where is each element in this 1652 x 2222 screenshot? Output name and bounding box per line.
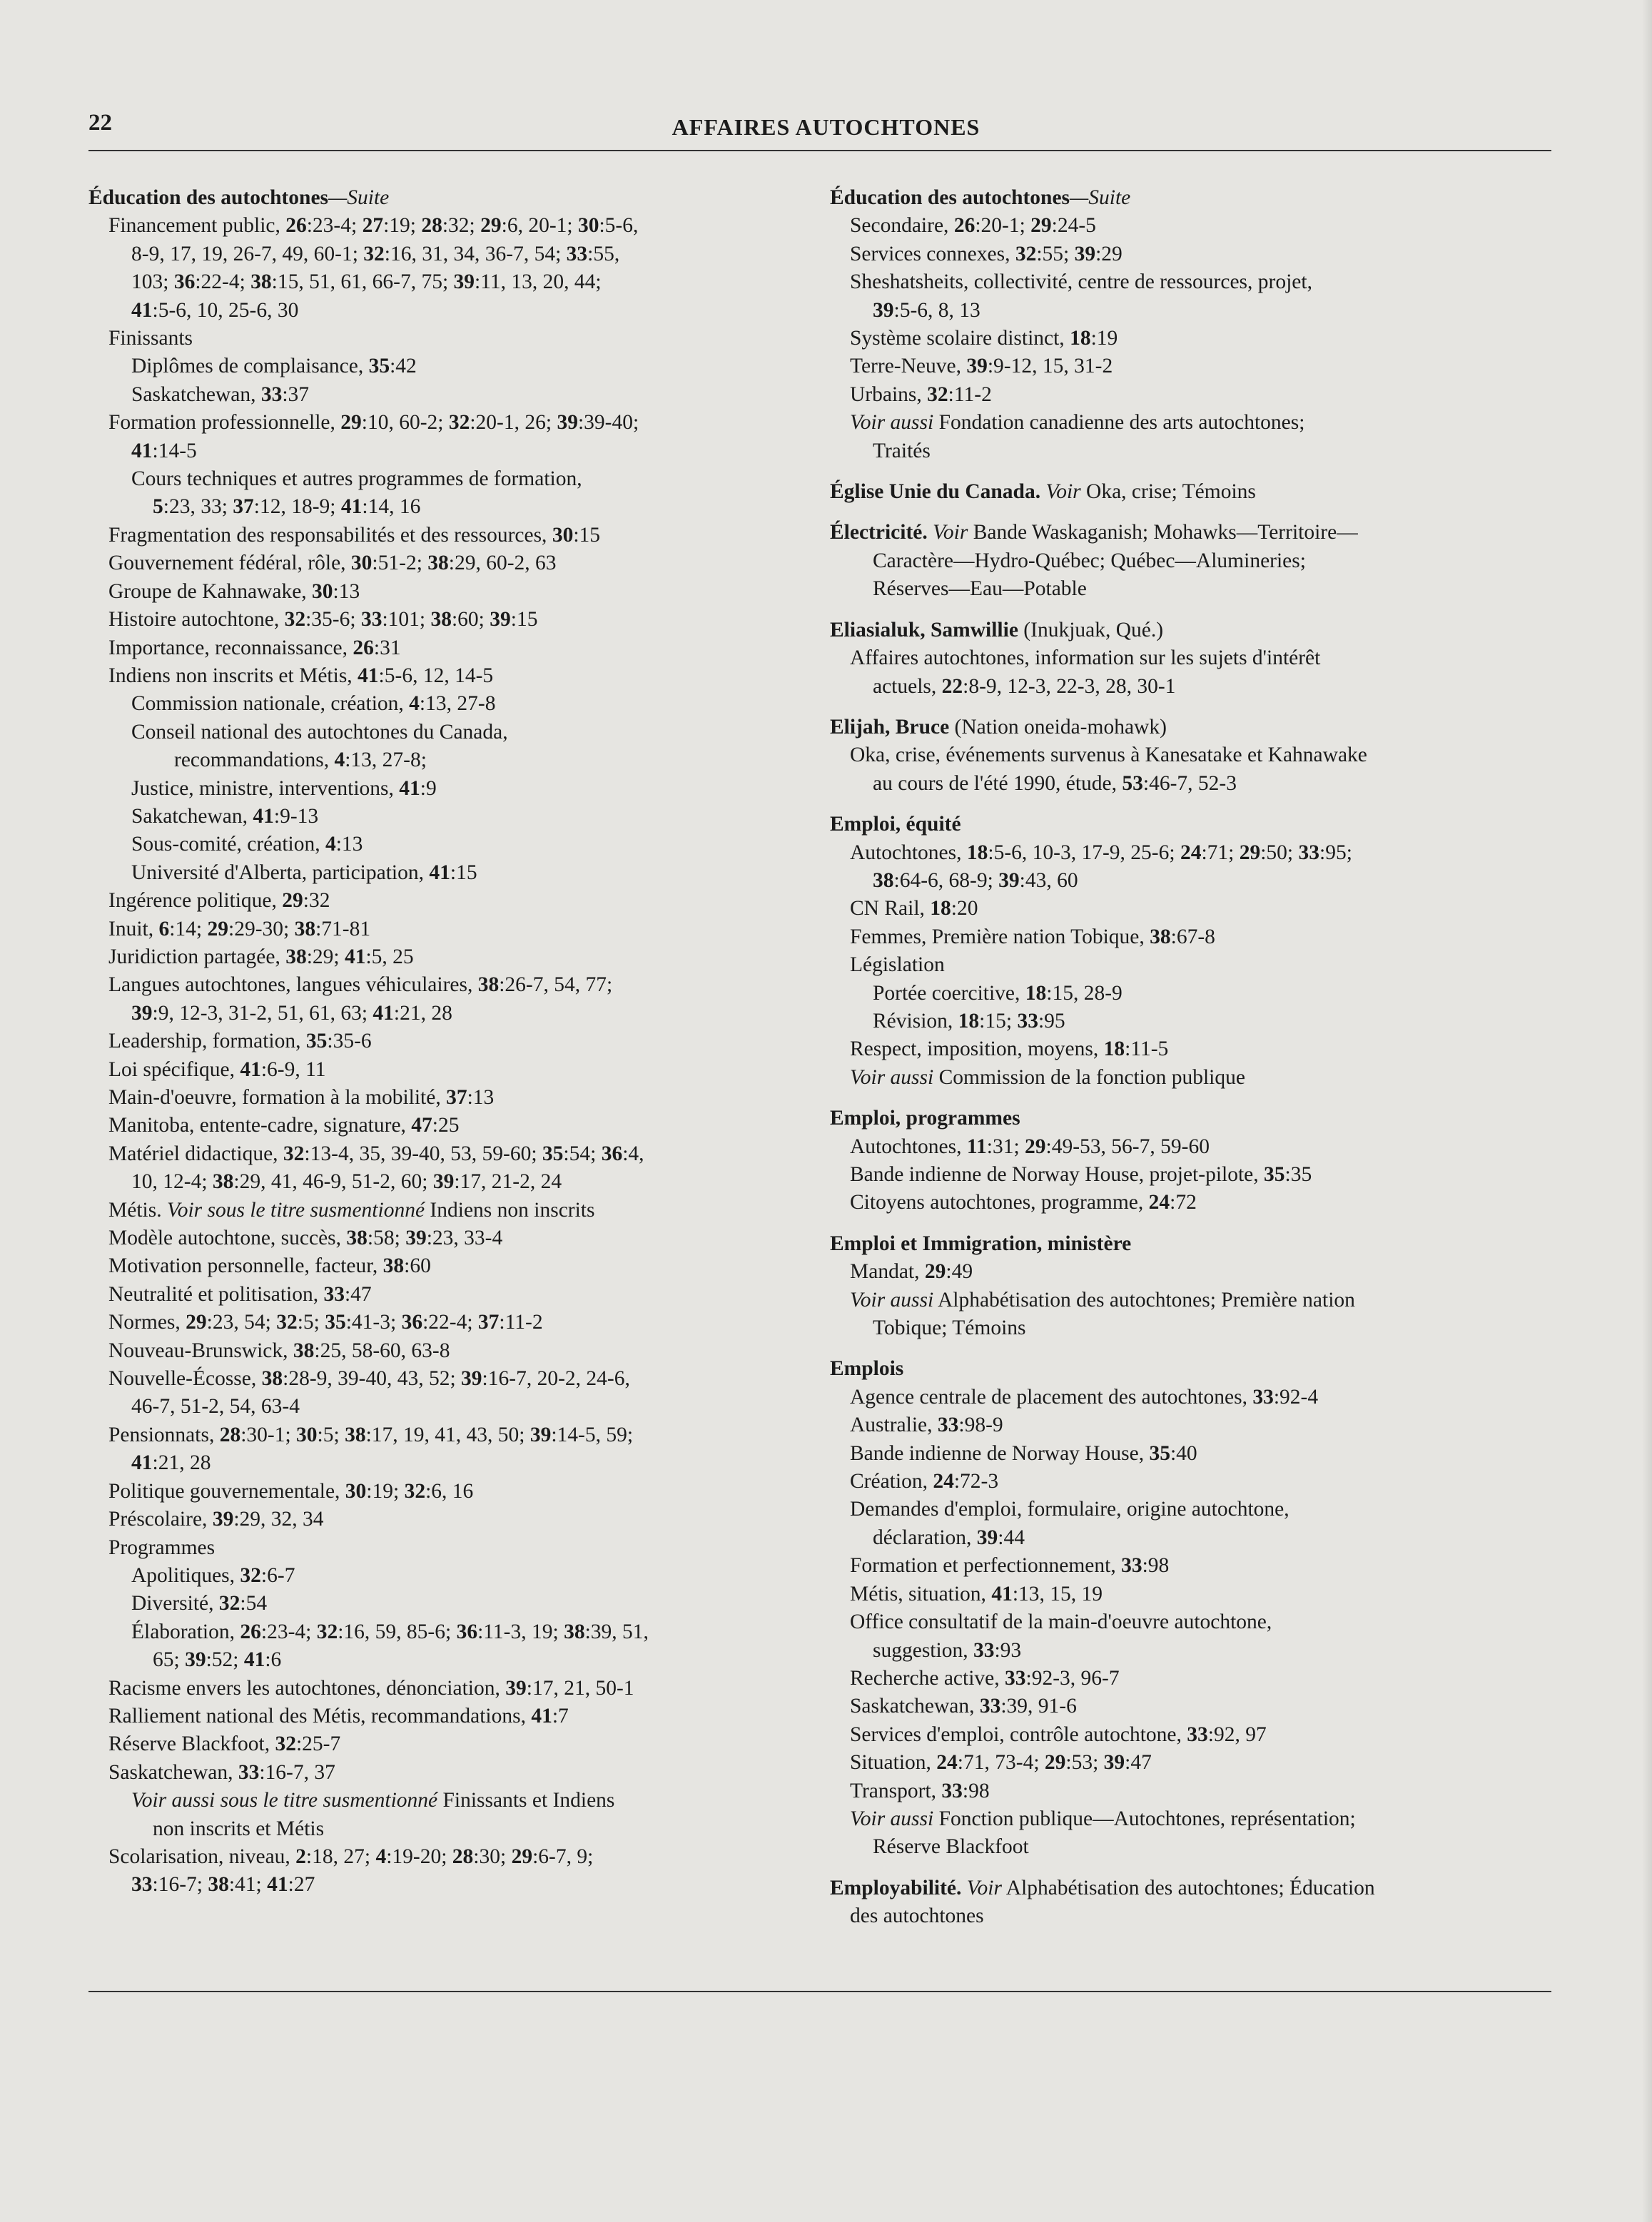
volume-number: 41 bbox=[344, 945, 366, 968]
volume-number: 29 bbox=[1044, 1751, 1066, 1775]
volume-number: 32 bbox=[1015, 242, 1037, 265]
subentry: Services connexes, 32:55; 39:29 bbox=[850, 242, 1123, 265]
subentry: Situation, 24:71, 73-4; 29:53; 39:47 bbox=[850, 1751, 1152, 1775]
subentry: Scolarisation, niveau, 2:18, 27; 4:19-20; 28:30; 29:6-7, 9; bbox=[108, 1845, 594, 1868]
volume-number: 36 bbox=[456, 1620, 478, 1643]
volume-number: 26 bbox=[353, 636, 374, 659]
volume-number: 37 bbox=[446, 1086, 467, 1109]
volume-number: 33 bbox=[973, 1638, 995, 1662]
subentry: Australie, 33:98-9 bbox=[850, 1414, 1003, 1437]
volume-number: 35 bbox=[1149, 1441, 1170, 1465]
subentry: des autochtones bbox=[850, 1904, 984, 1928]
volume-number: 29 bbox=[186, 1311, 207, 1334]
volume-number: 4 bbox=[325, 833, 336, 856]
volume-number: 30 bbox=[552, 523, 574, 547]
subentry-line: Saskatchewan, 33:37 bbox=[131, 382, 310, 406]
volume-number: 47 bbox=[411, 1114, 432, 1137]
subentry-line: au cours de l'été 1990, étude, 53:46-7, 52-3 bbox=[873, 771, 1237, 795]
subentry-line: 65; 39:52; 41:6 bbox=[153, 1648, 282, 1672]
subentry: Secondaire, 26:20-1; 29:24-5 bbox=[850, 214, 1096, 238]
subentry-line: Université d'Alberta, participation, 41:15 bbox=[131, 861, 477, 884]
volume-number: 41 bbox=[531, 1704, 552, 1728]
subentry: Programmes bbox=[108, 1536, 216, 1559]
index-entry bbox=[830, 714, 1551, 798]
subentry: Groupe de Kahnawake, 30:13 bbox=[108, 579, 360, 603]
volume-number: 33 bbox=[260, 382, 283, 406]
cross-reference-label: Voir aussi bbox=[850, 1065, 934, 1089]
subentry: Recherche active, 33:92-3, 96-7 bbox=[850, 1666, 1120, 1690]
entry-heading: Électricité. Voir Bande Waskaganish; Mohawks—Territoire— bbox=[830, 521, 1358, 544]
volume-number: 38 bbox=[294, 917, 316, 940]
subentry-line: 39:9, 12-3, 31-2, 51, 61, 63; 41:21, 28 bbox=[131, 1001, 452, 1025]
volume-number: 38 bbox=[346, 1227, 368, 1250]
index-entry bbox=[830, 1355, 1551, 1861]
volume-number: 18 bbox=[1103, 1038, 1125, 1061]
subentry: Office consultatif de la main-d'oeuvre autochtone, bbox=[850, 1610, 1272, 1634]
entry-sublines bbox=[88, 212, 824, 1899]
volume-number: 36 bbox=[173, 270, 196, 294]
volume-number: 39 bbox=[490, 608, 511, 631]
subentry-line: Cours techniques et autres programmes de formation, bbox=[131, 467, 582, 491]
subentry: Neutralité et politisation, 33:47 bbox=[108, 1282, 372, 1306]
entry-heading: Elijah, Bruce (Nation oneida-mohawk) bbox=[830, 715, 1167, 739]
subentry: Modèle autochtone, succès, 38:58; 39:23, 33-4 bbox=[108, 1227, 503, 1250]
subentry-line: Réserves—Eau—Potable bbox=[873, 577, 1087, 601]
entry-heading bbox=[830, 1230, 1551, 1258]
volume-number: 32 bbox=[363, 242, 385, 265]
subentry: Services d'emploi, contrôle autochtone, 33:92, 97 bbox=[850, 1723, 1267, 1746]
cross-reference-label: Voir aussi bbox=[850, 1807, 934, 1830]
volume-number: 33 bbox=[937, 1414, 959, 1437]
volume-number: 33 bbox=[238, 1760, 260, 1784]
volume-number: 32 bbox=[316, 1620, 338, 1643]
volume-number: 4 bbox=[334, 749, 345, 772]
volume-number: 32 bbox=[283, 1142, 305, 1165]
cross-reference-label: Voir bbox=[933, 521, 968, 544]
subentry-line: Commission nationale, création, 4:13, 27-8 bbox=[131, 692, 496, 716]
volume-number: 33 bbox=[323, 1282, 345, 1306]
volume-number: 26 bbox=[285, 214, 307, 238]
subentry-line: 41:14-5 bbox=[131, 439, 197, 462]
volume-number: 39 bbox=[557, 411, 578, 435]
entry-heading-text: Emploi et Immigration, ministère bbox=[830, 1232, 1132, 1255]
index-entry bbox=[830, 519, 1551, 603]
volume-number: 38 bbox=[427, 552, 449, 575]
index-entry bbox=[830, 811, 1551, 1092]
volume-number: 41 bbox=[429, 861, 450, 884]
subentry-line: Tobique; Témoins bbox=[873, 1317, 1026, 1340]
cross-reference-label: Voir aussi bbox=[850, 1288, 934, 1312]
subentry-line: 8-9, 17, 19, 26-7, 49, 60-1; 32:16, 31, 34, 36-7, 54; 33:55, bbox=[131, 242, 620, 265]
entry-heading bbox=[830, 1105, 1551, 1132]
volume-number: 41 bbox=[240, 1057, 261, 1081]
subentry: Sheshatsheits, collectivité, centre de ressources, projet, bbox=[850, 270, 1312, 294]
volume-number: 39 bbox=[873, 298, 894, 322]
volume-number: 29 bbox=[282, 889, 303, 913]
volume-number: 28 bbox=[452, 1845, 474, 1868]
index-entry bbox=[830, 184, 1551, 465]
volume-number: 33 bbox=[566, 242, 588, 265]
volume-number: 33 bbox=[1187, 1723, 1208, 1746]
volume-number: 29 bbox=[1030, 214, 1052, 238]
subentry: Racisme envers les autochtones, dénonciation, 39:17, 21, 50-1 bbox=[108, 1676, 634, 1700]
subentry: Législation bbox=[850, 953, 945, 977]
volume-number: 38 bbox=[345, 1423, 366, 1446]
volume-number: 18 bbox=[930, 897, 951, 920]
volume-number: 32 bbox=[218, 1592, 240, 1615]
subentry: Manitoba, entente-cadre, signature, 47:25 bbox=[108, 1114, 460, 1137]
subentry-line: 41:21, 28 bbox=[131, 1451, 211, 1475]
subentry: Politique gouvernementale, 30:19; 32:6, 16 bbox=[108, 1479, 474, 1503]
volume-number: 33 bbox=[1252, 1385, 1274, 1409]
volume-number: 38 bbox=[382, 1254, 405, 1278]
volume-number: 28 bbox=[421, 214, 442, 238]
subentry: Motivation personnelle, facteur, 38:60 bbox=[108, 1254, 431, 1278]
volume-number: 38 bbox=[285, 945, 307, 968]
entry-heading-text: Emploi, programmes bbox=[830, 1107, 1020, 1130]
subentry-line: 5:23, 33; 37:12, 18-9; 41:14, 16 bbox=[153, 495, 421, 519]
subentry: Terre-Neuve, 39:9-12, 15, 31-2 bbox=[850, 355, 1113, 378]
volume-number: 35 bbox=[1264, 1163, 1285, 1186]
volume-number: 6 bbox=[158, 917, 170, 940]
volume-number: 32 bbox=[448, 411, 470, 435]
entry-heading-text: Elijah, Bruce bbox=[830, 715, 950, 739]
entry-heading-text: Eliasialuk, Samwillie bbox=[830, 618, 1018, 641]
volume-number: 38 bbox=[261, 1367, 283, 1391]
header-rule bbox=[88, 150, 1551, 151]
subentry: Système scolaire distinct, 18:19 bbox=[850, 327, 1118, 350]
volume-number: 29 bbox=[511, 1845, 533, 1868]
volume-number: 18 bbox=[966, 841, 988, 864]
volume-number: 32 bbox=[284, 608, 306, 631]
subentry: Agence centrale de placement des autochtones, 33:92-4 bbox=[850, 1385, 1319, 1409]
subentry: Langues autochtones, langues véhiculaires, 38:26-7, 54, 77; bbox=[108, 973, 613, 997]
subentry-line: recommandations, 4:13, 27-8; bbox=[174, 749, 427, 772]
volume-number: 41 bbox=[399, 776, 420, 800]
volume-number: 39 bbox=[212, 1508, 234, 1531]
subentry: Normes, 29:23, 54; 32:5; 35:41-3; 36:22-4; 37:11-2 bbox=[108, 1311, 543, 1334]
volume-number: 39 bbox=[976, 1526, 998, 1549]
volume-number: 38 bbox=[873, 868, 894, 892]
subentry: Saskatchewan, 33:39, 91-6 bbox=[850, 1695, 1077, 1718]
subentry: Finissants bbox=[108, 327, 193, 350]
subentry: Autochtones, 11:31; 29:49-53, 56-7, 59-60 bbox=[850, 1135, 1210, 1158]
page-number: 22 bbox=[88, 110, 112, 136]
subentry: Citoyens autochtones, programme, 24:72 bbox=[850, 1191, 1197, 1214]
volume-number: 29 bbox=[340, 411, 362, 435]
volume-number: 5 bbox=[153, 495, 163, 519]
subentry: Ralliement national des Métis, recommandations, 41:7 bbox=[108, 1704, 569, 1728]
subentry-line: Sous-comité, création, 4:13 bbox=[131, 833, 363, 856]
subentry-line: Voir aussi sous le titre susmentionné Finissants et Indiens bbox=[131, 1789, 615, 1812]
volume-number: 41 bbox=[358, 664, 379, 687]
subentry: Indiens non inscrits et Métis, 41:5-6, 12, 14-5 bbox=[108, 664, 494, 687]
cross-reference-label: Voir sous le titre susmentionné bbox=[166, 1198, 425, 1222]
subentry: Femmes, Première nation Tobique, 38:67-8 bbox=[850, 925, 1215, 948]
subentry-line: Réserve Blackfoot bbox=[873, 1835, 1029, 1859]
volume-number: 53 bbox=[1122, 771, 1143, 795]
volume-number: 22 bbox=[941, 674, 963, 698]
entry-heading bbox=[830, 1355, 1551, 1383]
subentry: Financement public, 26:23-4; 27:19; 28:32; 29:6, 20-1; 30:5-6, bbox=[108, 214, 639, 238]
page-spine-shadow bbox=[1642, 0, 1652, 2222]
subentry: Autochtones, 18:5-6, 10-3, 17-9, 25-6; 24:71; 29:50; 33:95; bbox=[850, 841, 1352, 864]
volume-number: 37 bbox=[233, 495, 254, 519]
volume-number: 35 bbox=[542, 1142, 564, 1165]
subentry: Voir aussi Commission de la fonction publique bbox=[850, 1065, 1245, 1089]
entry-heading-text: Employabilité. bbox=[830, 1876, 962, 1899]
cross-reference-label: Voir aussi sous le titre susmentionné bbox=[131, 1789, 438, 1812]
entry-heading-text: Église Unie du Canada. bbox=[830, 480, 1041, 504]
index-entry bbox=[830, 1875, 1551, 1931]
entry-heading: Employabilité. Voir Alphabétisation des autochtones; Éducation bbox=[830, 1876, 1375, 1899]
volume-number: 41 bbox=[131, 439, 153, 462]
entry-heading-text: Emploi, équité bbox=[830, 813, 961, 836]
volume-number: 28 bbox=[219, 1423, 241, 1446]
subentry-line: Traités bbox=[873, 439, 931, 462]
volume-number: 41 bbox=[340, 495, 363, 519]
volume-number: 38 bbox=[430, 608, 452, 631]
subentry: Importance, reconnaissance, 26:31 bbox=[108, 636, 401, 659]
volume-number: 39 bbox=[461, 1367, 482, 1391]
subentry-line: 103; 36:22-4; 38:15, 51, 61, 66-7, 75; 39:11, 13, 20, 44; bbox=[131, 270, 602, 294]
subentry: Transport, 33:98 bbox=[850, 1779, 990, 1802]
subentry: Création, 24:72-3 bbox=[850, 1470, 999, 1493]
subentry: Demandes d'emploi, formulaire, origine autochtone, bbox=[850, 1498, 1289, 1521]
volume-number: 39 bbox=[453, 270, 475, 294]
subentry: Matériel didactique, 32:13-4, 35, 39-40, 53, 59-60; 35:54; 36:4, bbox=[108, 1142, 644, 1165]
subentry-line: Portée coercitive, 18:15, 28-9 bbox=[873, 981, 1123, 1005]
entry-heading bbox=[830, 811, 1551, 838]
volume-number: 30 bbox=[577, 214, 599, 238]
subentry: Respect, imposition, moyens, 18:11-5 bbox=[850, 1038, 1169, 1061]
volume-number: 30 bbox=[345, 1479, 367, 1503]
volume-number: 18 bbox=[1025, 981, 1047, 1005]
volume-number: 39 bbox=[131, 1001, 153, 1025]
volume-number: 4 bbox=[409, 692, 420, 716]
volume-number: 39 bbox=[185, 1648, 206, 1672]
subentry: Préscolaire, 39:29, 32, 34 bbox=[108, 1508, 324, 1531]
subentry: Urbains, 32:11-2 bbox=[850, 382, 992, 406]
subentry: Métis, situation, 41:13, 15, 19 bbox=[850, 1582, 1103, 1605]
volume-number: 33 bbox=[941, 1779, 963, 1802]
volume-number: 18 bbox=[1070, 327, 1091, 350]
entry-heading-suite: —Suite bbox=[328, 186, 390, 209]
volume-number: 4 bbox=[375, 1845, 387, 1868]
entry-heading bbox=[88, 184, 824, 212]
volume-number: 2 bbox=[295, 1845, 306, 1868]
volume-number: 39 bbox=[1103, 1751, 1125, 1775]
subentry: Bande indienne de Norway House, projet-pilote, 35:35 bbox=[850, 1163, 1312, 1186]
volume-number: 41 bbox=[253, 804, 274, 828]
volume-number: 11 bbox=[966, 1135, 987, 1158]
volume-number: 41 bbox=[267, 1873, 288, 1897]
volume-number: 39 bbox=[966, 355, 988, 378]
subentry-line: 41:5-6, 10, 25-6, 30 bbox=[131, 298, 299, 322]
subentry: Réserve Blackfoot, 32:25-7 bbox=[108, 1733, 341, 1756]
subentry: Juridiction partagée, 38:29; 41:5, 25 bbox=[108, 945, 414, 968]
subentry-line: 46-7, 51-2, 54, 63-4 bbox=[131, 1395, 300, 1419]
subentry: Inuit, 6:14; 29:29-30; 38:71-81 bbox=[108, 917, 371, 940]
volume-number: 39 bbox=[432, 1170, 455, 1194]
volume-number: 18 bbox=[958, 1009, 980, 1033]
subentry-line: Diversité, 32:54 bbox=[131, 1592, 268, 1615]
subentry-line: Conseil national des autochtones du Canada, bbox=[131, 720, 508, 744]
subentry: Histoire autochtone, 32:35-6; 33:101; 38:60; 39:15 bbox=[108, 608, 538, 631]
volume-number: 37 bbox=[477, 1311, 500, 1334]
subentry-line: Justice, ministre, interventions, 41:9 bbox=[131, 776, 437, 800]
volume-number: 38 bbox=[212, 1170, 234, 1194]
volume-number: 24 bbox=[1148, 1191, 1170, 1214]
subentry: Pensionnats, 28:30-1; 30:5; 38:17, 19, 41, 43, 50; 39:14-5, 59; bbox=[108, 1423, 634, 1446]
subentry-line: Diplômes de complaisance, 35:42 bbox=[131, 355, 417, 378]
volume-number: 35 bbox=[325, 1311, 346, 1334]
volume-number: 26 bbox=[240, 1620, 261, 1643]
volume-number: 24 bbox=[933, 1470, 954, 1493]
subentry-line: Caractère—Hydro-Québec; Québec—Alumineries; bbox=[873, 549, 1306, 572]
index-entry bbox=[830, 478, 1551, 506]
index-entry bbox=[88, 184, 824, 1899]
volume-number: 30 bbox=[296, 1423, 318, 1446]
volume-number: 29 bbox=[207, 917, 228, 940]
volume-number: 39 bbox=[1074, 242, 1096, 265]
volume-number: 32 bbox=[927, 382, 948, 406]
volume-number: 36 bbox=[601, 1142, 623, 1165]
volume-number: 33 bbox=[1121, 1554, 1142, 1578]
subentry: CN Rail, 18:20 bbox=[850, 897, 978, 920]
volume-number: 41 bbox=[131, 298, 153, 322]
volume-number: 41 bbox=[991, 1582, 1013, 1605]
volume-number: 36 bbox=[401, 1311, 423, 1334]
volume-number: 27 bbox=[362, 214, 384, 238]
volume-number: 41 bbox=[373, 1001, 394, 1025]
volume-number: 39 bbox=[405, 1227, 427, 1250]
volume-number: 35 bbox=[305, 1030, 328, 1053]
subentry-line: Élaboration, 26:23-4; 32:16, 59, 85-6; 36:11-3, 19; 38:39, 51, bbox=[131, 1620, 649, 1643]
cross-reference-label: Voir aussi bbox=[850, 411, 934, 435]
volume-number: 38 bbox=[250, 270, 272, 294]
entry-heading-text: Électricité. bbox=[830, 521, 928, 544]
volume-number: 24 bbox=[1180, 841, 1202, 864]
entry-heading bbox=[830, 184, 1551, 212]
subentry: Nouveau-Brunswick, 38:25, 58-60, 63-8 bbox=[108, 1339, 450, 1362]
subentry: Voir aussi Fondation canadienne des arts autochtones; bbox=[850, 411, 1305, 435]
subentry: Mandat, 29:49 bbox=[850, 1260, 973, 1284]
volume-number: 41 bbox=[243, 1648, 265, 1672]
volume-number: 33 bbox=[1017, 1009, 1038, 1033]
subentry-line: 33:16-7; 38:41; 41:27 bbox=[131, 1873, 315, 1897]
volume-number: 29 bbox=[480, 214, 502, 238]
volume-number: 32 bbox=[275, 1733, 296, 1756]
subentry: Gouvernement fédéral, rôle, 30:51-2; 38:29, 60-2, 63 bbox=[108, 552, 557, 575]
volume-number: 33 bbox=[360, 608, 382, 631]
entry-heading-text: Éducation des autochtones bbox=[830, 186, 1070, 209]
volume-number: 35 bbox=[368, 355, 390, 378]
subentry: Loi spécifique, 41:6-9, 11 bbox=[108, 1057, 326, 1081]
subentry: Ingérence politique, 29:32 bbox=[108, 889, 330, 913]
volume-number: 30 bbox=[350, 552, 373, 575]
volume-number: 39 bbox=[529, 1423, 552, 1446]
subentry: Formation et perfectionnement, 33:98 bbox=[850, 1554, 1170, 1578]
volume-number: 29 bbox=[924, 1260, 946, 1284]
volume-number: 38 bbox=[1150, 925, 1171, 948]
subentry: Métis. Voir sous le titre susmentionné Indiens non inscrits bbox=[108, 1198, 595, 1222]
subentry: Bande indienne de Norway House, 35:40 bbox=[850, 1441, 1197, 1465]
subentry-line: 39:5-6, 8, 13 bbox=[873, 298, 980, 322]
volume-number: 32 bbox=[404, 1479, 426, 1503]
volume-number: 33 bbox=[131, 1873, 153, 1897]
volume-number: 24 bbox=[936, 1751, 958, 1775]
entry-heading-suite: —Suite bbox=[1070, 186, 1131, 209]
subentry-line: Révision, 18:15; 33:95 bbox=[873, 1009, 1065, 1033]
subentry-line: 10, 12-4; 38:29, 41, 46-9, 51-2, 60; 39:17, 21-2, 24 bbox=[131, 1170, 562, 1194]
right-column bbox=[830, 184, 1551, 1944]
subentry-line: 38:64-6, 68-9; 39:43, 60 bbox=[873, 868, 1078, 892]
volume-number: 38 bbox=[477, 973, 500, 997]
volume-number: 33 bbox=[1298, 841, 1319, 864]
subentry: Leadership, formation, 35:35-6 bbox=[108, 1030, 372, 1053]
cross-reference-label: Voir bbox=[966, 1876, 1002, 1899]
subentry: Affaires autochtones, information sur les sujets d'intérêt bbox=[850, 646, 1321, 670]
subentry: Formation professionnelle, 29:10, 60-2; 32:20-1, 26; 39:39-40; bbox=[108, 411, 639, 435]
subentry-line: suggestion, 33:93 bbox=[873, 1638, 1022, 1662]
left-column bbox=[88, 184, 824, 1912]
footer-rule bbox=[88, 1991, 1551, 1992]
volume-number: 39 bbox=[998, 868, 1020, 892]
volume-number: 26 bbox=[953, 214, 976, 238]
volume-number: 29 bbox=[1239, 841, 1261, 864]
subentry: Oka, crise, événements survenus à Kanesatake et Kahnawake bbox=[850, 744, 1367, 767]
subentry-line: Sakatchewan, 41:9-13 bbox=[131, 804, 319, 828]
index-entry bbox=[830, 1230, 1551, 1343]
volume-number: 38 bbox=[208, 1873, 229, 1897]
subentry: Fragmentation des responsabilités et des ressources, 30:15 bbox=[108, 523, 601, 547]
volume-number: 32 bbox=[240, 1563, 261, 1587]
volume-number: 38 bbox=[293, 1339, 315, 1362]
subentry-line: actuels, 22:8-9, 12-3, 22-3, 28, 30-1 bbox=[873, 674, 1176, 698]
cross-reference-label: Voir bbox=[1045, 480, 1081, 504]
subentry-line: Apolitiques, 32:6-7 bbox=[131, 1563, 295, 1587]
subentry: Main-d'oeuvre, formation à la mobilité, 37:13 bbox=[108, 1086, 495, 1109]
volume-number: 30 bbox=[312, 579, 333, 603]
subentry: Nouvelle-Écosse, 38:28-9, 39-40, 43, 52; 39:16-7, 20-2, 24-6, bbox=[108, 1367, 630, 1391]
subentry-line: déclaration, 39:44 bbox=[873, 1526, 1025, 1549]
volume-number: 33 bbox=[979, 1695, 1001, 1718]
entry-heading: Église Unie du Canada. Voir Oka, crise; Témoins bbox=[830, 480, 1256, 504]
index-entry bbox=[830, 1105, 1551, 1217]
volume-number: 41 bbox=[131, 1451, 153, 1475]
volume-number: 33 bbox=[1005, 1666, 1026, 1690]
entry-heading-text: Éducation des autochtones bbox=[88, 186, 329, 209]
entry-heading-text: Emplois bbox=[830, 1357, 904, 1381]
subentry: Voir aussi Fonction publique—Autochtones, représentation; bbox=[850, 1807, 1356, 1830]
subentry: Saskatchewan, 33:16-7, 37 bbox=[108, 1760, 335, 1784]
index-entry bbox=[830, 617, 1551, 701]
volume-number: 32 bbox=[276, 1311, 298, 1334]
page-title: AFFAIRES AUTOCHTONES bbox=[672, 114, 980, 140]
volume-number: 38 bbox=[564, 1620, 585, 1643]
subentry: Voir aussi Alphabétisation des autochtones; Première nation bbox=[850, 1288, 1355, 1312]
volume-number: 29 bbox=[1025, 1135, 1046, 1158]
entry-heading: Eliasialuk, Samwillie (Inukjuak, Qué.) bbox=[830, 618, 1164, 641]
volume-number: 39 bbox=[505, 1676, 527, 1700]
subentry-line: non inscrits et Métis bbox=[153, 1817, 325, 1840]
